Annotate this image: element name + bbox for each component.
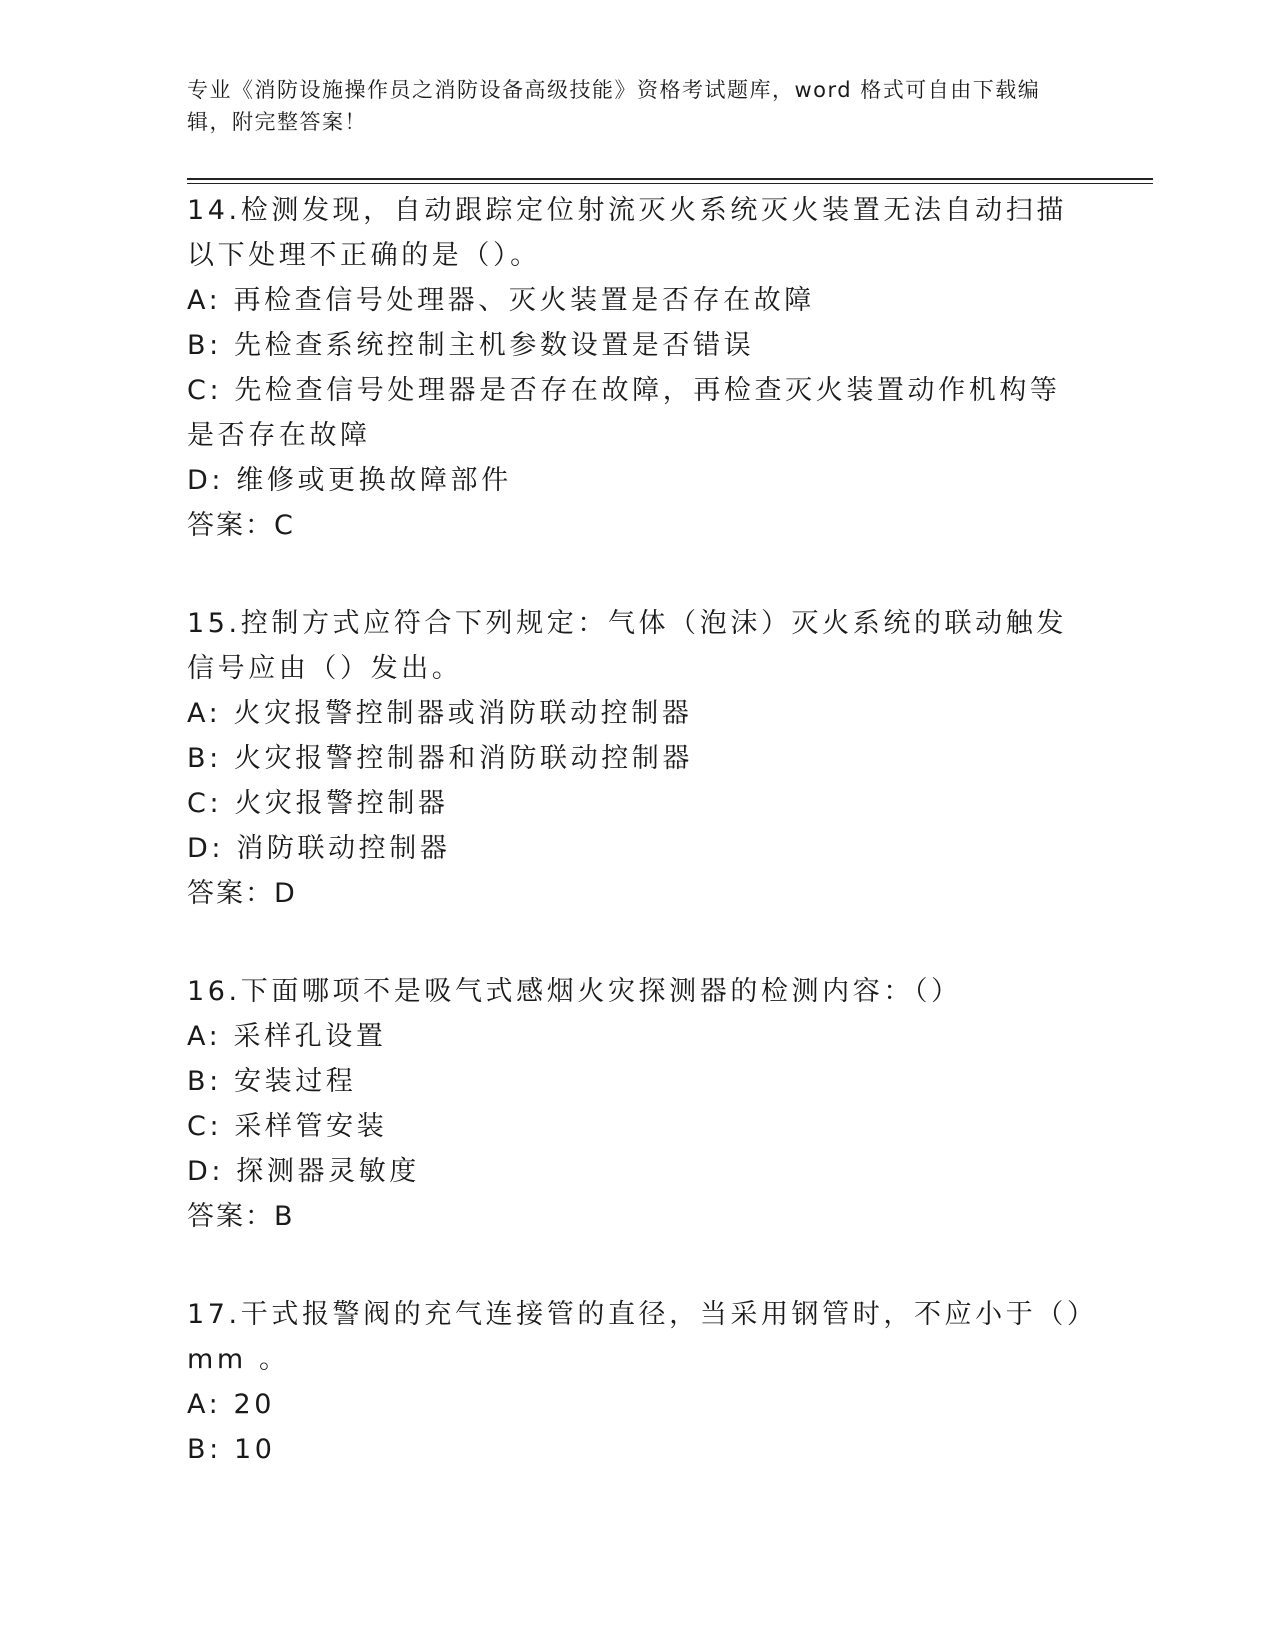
header-divider-thick — [187, 178, 1153, 180]
option-c: C: 先检查信号处理器是否存在故障，再检查灭火装置动作机构等是否存在故障 — [187, 375, 1061, 451]
question-list — [187, 188, 1087, 1524]
answer-line: 答案：B — [187, 1201, 295, 1232]
question-17 — [187, 1292, 1087, 1472]
question-stem: 17.干式报警阀的充气连接管的直径，当采用钢管时，不应小于（）mm 。 — [187, 1299, 1085, 1375]
option-a: A: 再检查信号处理器、灭火装置是否存在故障 — [187, 285, 815, 316]
question-stem: 14.检测发现，自动跟踪定位射流灭火系统灭火装置无法自动扫描以下处理不正确的是（）。 — [187, 195, 1067, 271]
question-stem: 15.控制方式应符合下列规定：气体（泡沫）灭火系统的联动触发信号应由（）发出。 — [187, 608, 1067, 684]
option-d: D: 维修或更换故障部件 — [187, 465, 512, 496]
option-a: A: 火灾报警控制器或消防联动控制器 — [187, 698, 693, 729]
option-a: A: 20 — [187, 1389, 276, 1420]
option-b: B: 10 — [187, 1434, 276, 1465]
option-b: B: 先检查系统控制主机参数设置是否错误 — [187, 330, 755, 361]
option-c: C: 火灾报警控制器 — [187, 788, 449, 819]
document-header: 专业《消防设施操作员之消防设备高级技能》资格考试题库，word 格式可自由下载编辑，附完整答案！ — [187, 78, 1041, 134]
option-b: B: 安装过程 — [187, 1066, 357, 1097]
answer-line: 答案：D — [187, 878, 297, 909]
option-d: D: 消防联动控制器 — [187, 833, 451, 864]
option-a: A: 采样孔设置 — [187, 1021, 387, 1052]
answer-line: 答案：C — [187, 510, 295, 541]
option-b: B: 火灾报警控制器和消防联动控制器 — [187, 743, 694, 774]
question-16 — [187, 969, 1087, 1240]
option-d: D: 探测器灵敏度 — [187, 1156, 420, 1187]
question-14 — [187, 188, 1087, 549]
header-divider-thin — [187, 183, 1153, 184]
question-15 — [187, 601, 1087, 917]
option-c: C: 采样管安装 — [187, 1111, 388, 1142]
question-stem: 16.下面哪项不是吸气式感烟火灾探测器的检测内容：（） — [187, 976, 962, 1007]
